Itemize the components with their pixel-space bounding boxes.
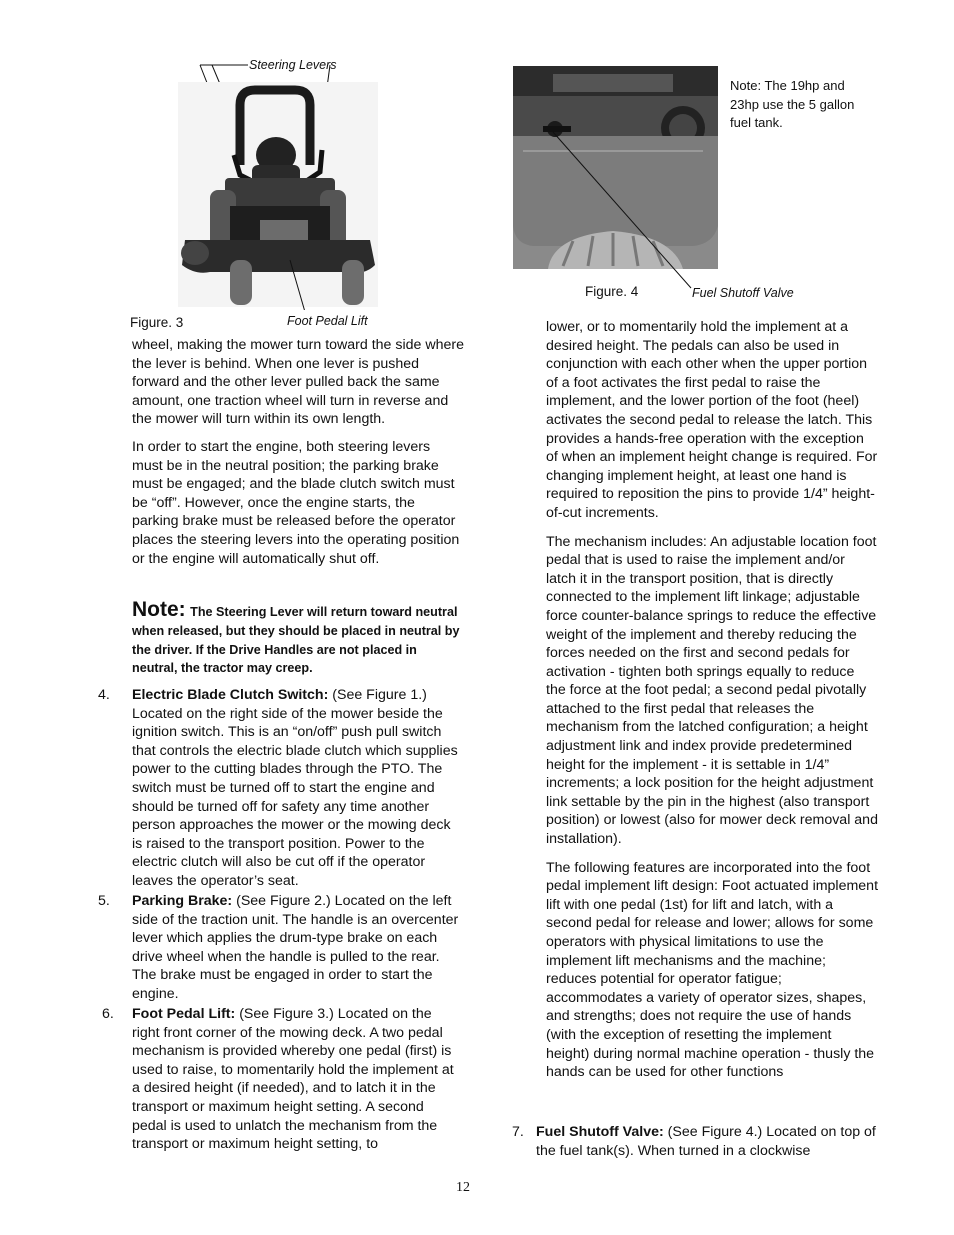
left-paragraph-1: wheel, making the mower turn toward the side where the lever is behind. When one lever is pushed forward and the other lever pulled back the same amount, one traction wheel will turn in reverse and the mower will turn within its own length. <box>132 337 464 428</box>
steering-note <box>132 598 464 678</box>
item-6-text: (See Figure 3.) Located on the right front corner of the mowing deck. A two pedal mechanism is provided whereby one pedal (first) is used to raise, to momentarily hold the implement at a desired height (if needed), and to latch it in the transport or maximum height setting. A second pedal is used to unlatch the mechanism from the transport or maximum height setting, to <box>132 1006 454 1153</box>
figure-3-mower-photo <box>170 60 385 310</box>
item-7-title: Fuel Shutoff Valve: <box>536 1124 664 1140</box>
left-paragraph-2: In order to start the engine, both steering levers must be in the neutral position; the parking brake must be engaged; and the blade clutch switch must be “off”. However, once the engine starts, the parking brake must be released before the operator places the steering levers into the operating position or the engine will automatically shut off. <box>132 438 460 567</box>
note-text: The Steering Lever will return toward neutral when released, but they should be placed in neutral by the driver. If the Drive Handles are not placed in neutral, the tractor may creep. <box>132 605 460 676</box>
item-7-fuel-shutoff-valve <box>536 1123 878 1160</box>
note-heading: Note: <box>132 598 186 621</box>
right-paragraph-2: The mechanism includes: An adjustable location foot pedal that is used to raise the implement and/or latch it in the transport position, that is directly connected to the implement lift linkage; adjustable force counter-balance springs to reduce the effective weight of the implement and thereby reducing the forces needed on the first and second pedals for activation - tighten both springs equally to reduce the force at the foot pedal; a second pedal pivotally attached to the first pedal that releases the mechanism from the latched configuration; a height adjustment link and index provide predetermined height for the implement - it is settable in 1/4” increments; a lock position for the height adjustment link settable by the pin in the highest (also transport position) or lowest (also for mower deck removal and installation). <box>546 533 878 848</box>
item-6-foot-pedal-lift <box>132 1005 462 1154</box>
item-7-text: (See Figure 4.) Located on top of the fuel tank(s). When turned in a clockwise <box>536 1124 876 1159</box>
item-5-text: (See Figure 2.) Located on the left side of the traction unit. The handle is an overcenter lever which applies the drum-type brake on each drive wheel when the handle is pulled to the rear. The brake must be engaged in order to start the engine. <box>132 893 459 1002</box>
item-5-parking-brake <box>132 892 462 1004</box>
left-column-text <box>132 336 464 577</box>
item-6-number: 6. <box>102 1006 114 1022</box>
item-7-number: 7. <box>512 1124 524 1140</box>
label-fuel-shutoff-valve: Fuel Shutoff Valve <box>692 286 794 300</box>
figure-4-caption: Figure. 4 <box>585 284 639 299</box>
page-number: 12 <box>456 1180 470 1195</box>
item-6-title: Foot Pedal Lift: <box>132 1006 236 1022</box>
item-4-electric-blade-clutch <box>132 686 462 891</box>
label-foot-pedal-lift: Foot Pedal Lift <box>287 314 368 328</box>
item-4-text: (See Figure 1.) Located on the right side of the mower beside the ignition switch. This is an “on/off” push pull switch that controls the electric blade clutch which supplies power to the cutting blades through the PTO. The switch must be turned off to start the engine and should be turned off for safety any time another person approaches the mower or the mowing deck is raised to the transport position. Power to the electric clutch will also be cut off if the operator leaves the operator’s seat. <box>132 687 458 889</box>
item-4-number: 4. <box>98 687 110 703</box>
figure-4-note: Note: The 19hp and 23hp use the 5 gallon fuel tank. <box>730 78 855 130</box>
right-paragraph-3: The following features are incorporated into the foot pedal implement lift design: Foot actuated implement lift with one pedal (1st) for lift and latch, with a second pedal for release and lower; allows for some operators with physical limitations to use the implement lift mechanisms and the machine; reduces potential for operator fatigue; accommodates a variety of operator sizes, shapes, and strengths; does not require the use of hands (with the exception of resetting the implement height) during normal machine operation - thusly the hands can be used for other functions <box>546 859 879 1081</box>
right-column-text <box>546 318 878 1091</box>
item-4-title: Electric Blade Clutch Switch: <box>132 687 329 703</box>
label-steering-levers: Steering Levers <box>249 58 337 72</box>
right-paragraph-1: lower, or to momentarily hold the implement at a desired height. The pedals can also be used in conjunction with each other when the upper portion of a foot activates the first pedal to raise the implement, and the lower portion of the foot (heel) activates the second pedal to release the latch. This provides a hands-free operation with the exception of when an implement height change is required. For changing implement height, at least one hand is required to reposition the pins to provide 1/4” height-of-cut increments. <box>546 319 878 521</box>
item-5-number: 5. <box>98 893 110 909</box>
figure-4-fuel-tank-photo <box>513 66 723 296</box>
figure-3-caption: Figure. 3 <box>130 315 184 330</box>
item-5-title: Parking Brake: <box>132 893 233 909</box>
